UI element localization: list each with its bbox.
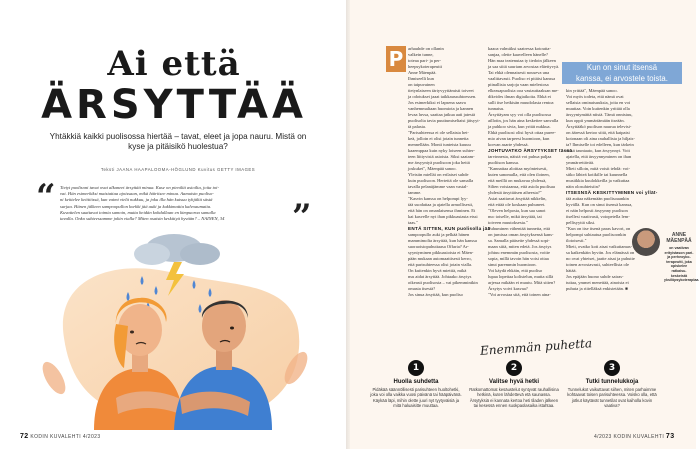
body-line: tamme.: [408, 190, 422, 195]
pullquote-line: ni keittelee keittiössä, kun vaimi vielä nukkuu, ja joku illa hän kutsuu tyhjältä sästä: [60, 197, 213, 203]
body-line: nsu aidat ärsyttää. Johtaako ärsytys: [408, 274, 472, 279]
pullquote-line: Kuvattelen saattavat toimia samoin, mutta heidän kohdallaan en kimpuoroa samalla: [60, 209, 216, 215]
step-text: Tunnelukot vaikuttavat siihen, miten parhaimme kohtaavat toisen parisuhteessa. Voisko olla, että jotkut käytävät tunnetilat ovat kaiholla kovin vaativa?: [567, 387, 657, 409]
body-line: vaalittavasti. Puoliso ei pitäisi kanssa: [488, 76, 556, 81]
body-line: mammimolta ärsyttää, kun hän kanssa: [408, 238, 477, 243]
body-line: musiikkia kuulokkeilla ja vaikuttaa: [566, 178, 630, 183]
body-line: sanjaa, olette kaavelleen hänelle?: [488, 52, 548, 57]
step-title: Valitse hyvä hetki: [488, 379, 540, 385]
pullquote: [60, 185, 270, 222]
body-line: Mieti, ovatko koti aisat vaikuttamas-: [566, 244, 633, 249]
body-line: Jos esimerkiksi ei lapsena saava: [408, 100, 466, 105]
body-line: sa kaikenkäin hyviin. Jos elämässä on: [566, 250, 635, 255]
body-line: tässä tauntaato, kun ärsyynnyt. Voit: [566, 148, 630, 153]
body-line: johtuu enemmän puolisosta, voitte: [488, 250, 550, 255]
body-line: kaaoa valmiiksi saatressa kotoutta-: [488, 46, 551, 51]
body-line: valkein tunne,: [408, 52, 434, 57]
body-line: taas.": [408, 220, 418, 225]
body-line: helpompi suhtautua puolisoonkin: [566, 232, 626, 237]
body-line: me ärsyyntyä puolisoon joka heitä: [408, 160, 470, 165]
body-line: että ettää ole koskaan puhuneet.: [488, 202, 546, 207]
body-line: kaaemppaa kuin nyky loiseen suhter-: [408, 148, 475, 153]
body-line: "Kannattaa aloittaa myönteisesti,: [488, 166, 548, 171]
body-line: syyntyminen pikkuasioista ei Mäen-: [408, 250, 474, 255]
author-bio: on vaativan erityistason pari- ja perheoyko-terapeutti, joka opiskelee ratkaisu-keskeistä yksilöpsykoterapiaa.: [664, 246, 699, 283]
headline-line2: ÄRSYTTÄÄ: [41, 82, 307, 128]
body-line: toteaa pari- ja per-: [408, 58, 442, 63]
body-line: sulli itse hetkisän muudolasta rentoa: [488, 100, 554, 105]
body-line: kai kasvelle nyt ihan pikkuasiasta etssi: [408, 214, 478, 219]
body-line: ilotoisesti.": [566, 238, 587, 243]
body-line: ENTÄ SITTEN, KUN puolisolla jää: [408, 226, 491, 231]
page-number-left: 72: [20, 433, 29, 440]
body-line: suoraoistopuhuttaasa Offaria? Ar-: [408, 244, 469, 249]
author-name: [664, 232, 694, 244]
body-line: tä palasta.: [408, 124, 426, 129]
body-line: keä, jolloin ei olisi jotain tunnetta: [408, 136, 469, 141]
body-line: heepsykoterapeutti: [408, 64, 442, 69]
body-line: kuin puolisoon. Hertettä ole samalla: [408, 178, 474, 183]
callout-line1: Kun on sinut itsensä: [562, 62, 682, 73]
body-line: ta? Ihmiselle toi edelleen, kun tärkein: [566, 142, 634, 147]
body-line: lupaa lopettaa kolistelun, mutta sillä: [488, 274, 554, 279]
body-line: ja odotukset jaaat taikkaussuhtoessen.: [408, 94, 477, 99]
lead-text: Yhtäkkiä kaikki puolisossa hiertää – tavat, eleet ja jopa nauru. Mistä on kyse ja pitäisikö huolestua?: [49, 132, 307, 151]
body-line: Mieti silloin, mitä voisit tehdä: voi-: [566, 166, 630, 171]
body-line: ja saa siitä suuriam arvostaa eläettyvyä.: [488, 64, 560, 69]
body-line: puhuta ja riitelläksä enkistetään. ■: [566, 286, 628, 291]
body-line: JOHTUVATKO ÄRSYTYKSET tässä: [488, 148, 573, 153]
body-line: levaa luvsa, saattaa jatkua aati jatestä: [408, 112, 475, 117]
step-text: Pidäkää säännöllisesti parisuhteen huoltohetki, joka voi olla vaikka vuosi päivänä tai hääpäivänä. Käykää läpi, mihin olette juuri nyt tyytyväisiä ja mitä haluaisitte muuttaa.: [370, 387, 462, 409]
body-line: Yleisiin mielläi on erilaiset suhde: [408, 172, 469, 177]
body-line: ja puhkoo sivia, kun yrität nukkua.: [488, 124, 551, 129]
body-line: ymmärrettävää.: [566, 160, 595, 165]
body-line: ajatella, että ärsyynnyminen on ihan: [566, 154, 632, 159]
body-line: puoliison kanssa.: [488, 160, 519, 165]
step-text: Ratkomattomat kesäustelut syntyvät rauhallisina hetkinä, kuten lähdettevä etä saunassa. Ärsytyksiä ei kannata kertoa heti tiladen jälkeen tai kesessä ennen suokpaolasaika istahtaa.: [469, 387, 559, 409]
close-quote-icon: ”: [292, 197, 312, 237]
body-line: Voi käydä ehkäin, että puoliso: [488, 268, 543, 273]
body-line: kotonaan oli aina rauhallista ja hiljais-: [566, 136, 635, 141]
body-line: kin yrittää", Mäenpää sanoo.: [566, 88, 618, 93]
body-line: sa. Samalla pääsette yhdessä sopi-: [488, 238, 550, 243]
body-line: Puhuminen vähentää tunnetta, että: [488, 226, 550, 231]
folio-left: [20, 433, 101, 440]
body-line: tavalla pelanäjämme vaan vastal-: [408, 184, 468, 189]
body-line: On kuitenkin hyvä miettiä, mikä: [408, 268, 467, 273]
body-line: Ärsytys voivi kasvaa?: [488, 286, 528, 291]
folio-right: [594, 433, 675, 440]
body-line: sampoopullo auki ja pelkää hänen: [408, 232, 470, 237]
body-line: oikeasti puolisosta – vai pikemmintkin: [408, 280, 478, 285]
body-line: mennellään. Monti tunteista kuuuu: [408, 142, 471, 147]
body-line: itsellesi vaativasti, voiopetella lem-: [566, 214, 630, 219]
pullquote-line: Tietyt puolisoni tavat ovat alkaneet ärsyttää minua. Kuse on pieniltä asioilta, joita toi-: [60, 185, 219, 190]
body-line: kuten sanomalla, että olen iloinen,: [488, 172, 550, 177]
body-line: no ovat yhteiset, jaatte aisat ja puhutte: [566, 256, 635, 261]
body-line: "Kun on itse itsenä paras kavori, on: [566, 226, 631, 231]
step-number-badge: 3: [604, 360, 620, 376]
body-line: piinallisia sarjoja vaan mielestosa: [488, 82, 549, 87]
body-line: elkeasapuolisia ooa vastauttaaksan me-: [488, 88, 559, 93]
page-number-right: 73: [665, 433, 675, 440]
author-avatar: [632, 228, 660, 256]
body-line: että meillä on mukavaa yhdessä,: [488, 178, 547, 183]
body-line: arjessa mikään ei muutu. Mitä sitten?: [488, 280, 556, 285]
body-line: Ihmiseelli kun: [408, 76, 434, 81]
body-line: arhauhde on ollanin: [408, 46, 444, 51]
step-2: [468, 360, 560, 409]
body-line: Tai ehkä olennaisesti nouseva una: [488, 70, 550, 75]
body-line: ITSESNSÄ KESKITTYMINEN voi yllät-: [566, 190, 658, 195]
body-line: ei näin helposti ärsyynny puolison: [566, 208, 628, 213]
body-line: tää suodattaa ja ajatella armollisesti,: [408, 202, 474, 207]
body-column-1: [408, 46, 491, 298]
body-line: muuttaa. Voin kuitenkin yrittää olla: [566, 106, 630, 111]
body-line: ärsyyntymättä niistä. Tämä onnistuu,: [566, 112, 633, 117]
body-line: teen liittyvistä asioista. Siksi saatam-: [408, 154, 475, 159]
body-line: omasta itsestä?: [408, 286, 436, 291]
callout-line2: kanssa, ei arvostele toista.: [562, 73, 682, 84]
pullquote-line: vat. Hän esimerkiksi maistattaa ajoissaan, mikä häiritsee minua. Aamuisin puoliso-: [60, 191, 214, 197]
magazine-issue-left: KODIN KUVALEHTI 4/2023: [30, 434, 101, 440]
body-line: Anne Mäenpää.: [408, 70, 437, 75]
pullquote-line: surjaa. Hänen jälkeen sampoopullon korkki jää auki ja kukkimattia kalvoaumaita.: [60, 203, 212, 209]
drop-cap: P: [386, 46, 406, 72]
step-number-badge: 1: [408, 360, 424, 376]
body-line: vanhemmaltaan huomiota ja kannen: [408, 106, 474, 111]
body-line: kun oppii ymmärtämään itseään.: [566, 118, 625, 123]
body-line: on jumissa oman ärsytyksensä kans-: [488, 232, 554, 237]
body-line: aillotin, jos hän aina keskettee sanvalla: [488, 118, 559, 123]
body-line: sopia, millä tavoin hän voisi ottaa: [488, 256, 549, 261]
step-title: Huolla suhdetta: [393, 379, 439, 385]
body-line: pään mukaan automaattisesti kerro,: [408, 256, 472, 261]
body-line: että hän on omanlaisensa ihminen. Ei: [408, 208, 476, 213]
body-line: "Parisuhteessa ei ole sellaista het-: [408, 130, 469, 135]
body-line: Jos epäjään huono suhde sairas-: [566, 274, 624, 279]
body-line: "Voi arvostaa sitä, että toinen aina-: [488, 292, 551, 297]
body-line: nuc toiselle, mikä ärsyttää, tai: [488, 214, 542, 219]
body-line: Jos sinua ärsyttää, kun puoliso: [408, 292, 463, 297]
open-quote-icon: “: [36, 177, 56, 217]
author-name-last: MÄENPÄÄ: [666, 238, 692, 244]
body-line: korvan asarte yhdessä.: [488, 142, 529, 147]
body-line: dikvides ilman digiaikoita. Ehkä et: [488, 94, 551, 99]
body-line: hätää.: [566, 268, 577, 273]
body-line: näin olosuhteisiin?: [566, 184, 600, 189]
body-line: tuttaa, ymmet menettää, ainoista ei: [566, 280, 629, 285]
body-line: on ääressä kertoo siitä, että kaipaisi: [566, 130, 630, 135]
body-line: tietynlaiseen tärtyvyyttämisti toiveet: [408, 88, 474, 93]
body-line: puolisolta tavia puuttumiseltaisi jäisyyt-: [408, 118, 481, 123]
body-line: tää auttaa näkemään puolisoaankin: [566, 196, 629, 201]
body-line: toiveen muutoksesta.": [488, 220, 528, 225]
body-line: sinut paremmin huomioon.: [488, 262, 537, 267]
step-title: Tutki tunnelukkoja: [585, 379, 639, 385]
body-line: Silten voisiaansa, että asiola puolisaa: [488, 184, 555, 189]
body-line: mio aivan tarpeesi huomioon, kun: [488, 136, 550, 141]
step-3: [566, 360, 658, 409]
body-line: "Kasvin kanssa on helpompi lyy-: [408, 196, 468, 201]
magazine-issue-right: 4/2023 KODIN KUVALEHTI: [594, 434, 665, 440]
body-line: Voi myös todeta, että nämä ovat: [566, 94, 624, 99]
byline: Teksti JAANA HAAPALOOMA-HÖGLUND Kuvitus GETTY IMAGES: [100, 167, 256, 172]
headline-line1: Ai että: [107, 44, 241, 84]
steps-title: Enemmän puhetta: [479, 336, 593, 358]
author-name-first: ANNE: [671, 232, 687, 238]
body-line: hyvällä. Kun on sinut itsensä kanssa,: [566, 202, 633, 207]
body-line: Ehkä puolisosi olisi hyvä ottaa puree-: [488, 130, 556, 135]
body-line: sellaisia ominaisuuksia, joita en voi: [566, 100, 631, 105]
couple-illustration: [24, 218, 324, 430]
body-line: että parisuhteessa olisi jotain vialla.: [408, 262, 473, 267]
body-line: sitko lähteä kotikille tai kuunnella: [566, 172, 628, 177]
body-line: tunnaisu.: [488, 106, 505, 111]
body-line: tarvinnesta, näistä voi puhua paljaa: [488, 154, 552, 159]
pullquote-line: tavalla. Onko suhteessamme jokin vialla? Miten osaisin keskittyä hyvään? – NAINEN, 34: [60, 216, 225, 222]
body-line: pellisyyttä siksi.: [566, 220, 596, 225]
body-line: maan siitä, miten edetä. Jos ärsytys: [488, 244, 552, 249]
body-line: "Oleven helposta, kun saa sanot: [488, 208, 546, 213]
body-line: Hän maa teatenutaa ty tiedoin jälkeen: [488, 58, 556, 63]
step-number-badge: 2: [506, 360, 522, 376]
body-line: joskuket", Mäenpää sanoo.: [408, 166, 457, 171]
body-line: Ärsyttäyam syy voi olla puolisossa: [488, 112, 551, 117]
body-line: Asiat saattavat ärsyttää nikkelin,: [488, 196, 547, 201]
step-1: [370, 360, 462, 409]
body-line: yhdestä ärsyttäisen aiheesta?": [488, 190, 542, 195]
body-line: Ärsyttääkö puolison naurua televisi-: [566, 124, 632, 129]
body-line: toinen arvostavasti, suhteellista ole: [566, 262, 629, 267]
body-line: on taipuvainen: [408, 82, 435, 87]
